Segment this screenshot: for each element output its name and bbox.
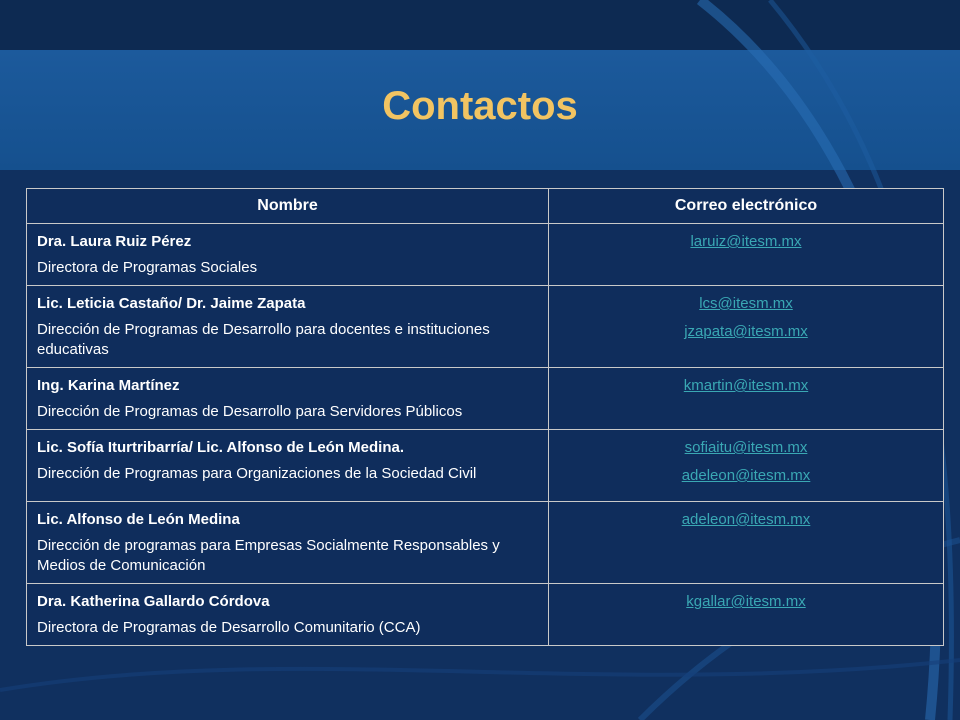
table-row [27,584,944,646]
contact-name: Dra. Laura Ruiz Pérez [37,233,192,250]
email-link[interactable]: adeleon@itesm.mx [681,511,811,528]
email-cell [549,286,944,368]
email-link[interactable]: kmartin@itesm.mx [683,377,809,394]
email-cell [549,368,944,430]
column-header-email: Correo electrónico [549,189,944,224]
email-link[interactable]: kgallar@itesm.mx [686,593,806,610]
top-band [0,0,960,50]
table-header-row [27,189,944,224]
email-cell [549,502,944,584]
contact-role: Dirección de Programas de Desarrollo para Servidores Públicos [37,403,463,420]
column-header-name: Nombre [27,189,549,224]
contact-name: Lic. Alfonso de León Medina [37,511,240,528]
contact-name: Lic. Leticia Castaño/ Dr. Jaime Zapata [37,295,306,312]
table-row [27,430,944,502]
table-row [27,368,944,430]
contact-cell [27,368,549,430]
email-cell [549,584,944,646]
email-cell [549,224,944,286]
contact-role: Dirección de Programas de Desarrollo para docentes e instituciones educativas [37,321,490,358]
page-title: Contactos [382,84,578,128]
contact-cell [27,286,549,368]
email-link[interactable]: laruiz@itesm.mx [690,233,802,250]
contact-cell [27,224,549,286]
email-cell [549,430,944,502]
contact-role: Dirección de Programas para Organizaciones de la Sociedad Civil [37,465,477,482]
email-link[interactable]: sofiaitu@itesm.mx [684,439,808,456]
email-link[interactable]: adeleon@itesm.mx [681,467,811,484]
contact-name: Dra. Katherina Gallardo Córdova [37,593,270,610]
contact-cell [27,430,549,502]
table-row [27,286,944,368]
contact-name: Lic. Sofía Iturtribarría/ Lic. Alfonso de León Medina. [37,439,404,456]
contact-cell [27,584,549,646]
table-row [27,224,944,286]
contact-name: Ing. Karina Martínez [37,377,180,394]
contact-role: Directora de Programas de Desarrollo Comunitario (CCA) [37,619,421,636]
contacts-table [26,188,944,646]
table-row [27,502,944,584]
contact-cell [27,502,549,584]
email-link[interactable]: jzapata@itesm.mx [684,323,808,340]
contact-role: Directora de Programas Sociales [37,259,258,276]
contact-role: Dirección de programas para Empresas Socialmente Responsables y Medios de Comunicación [37,537,500,574]
email-link[interactable]: lcs@itesm.mx [699,295,793,312]
